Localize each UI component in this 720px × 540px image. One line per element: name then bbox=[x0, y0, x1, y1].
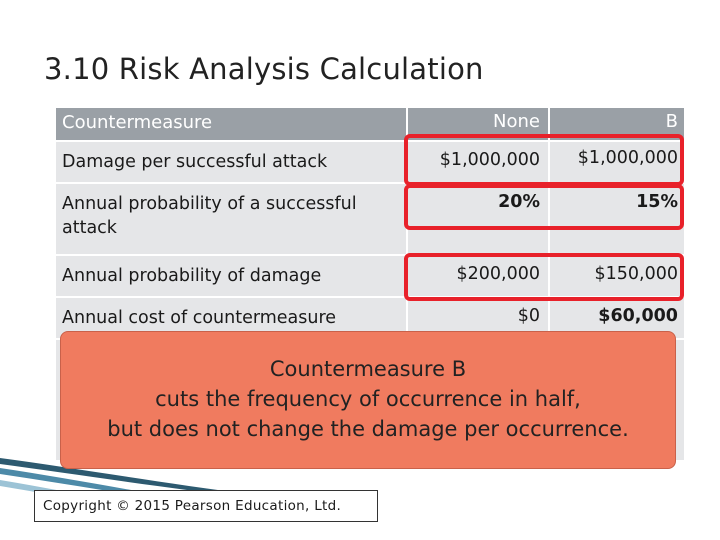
row-none-value: $1,000,000 bbox=[408, 142, 548, 182]
callout-line: cuts the frequency of occurrence in half, bbox=[155, 387, 581, 411]
row-label: Annual cost of countermeasure bbox=[56, 298, 406, 338]
row-none-value: 20% bbox=[408, 184, 548, 254]
row-label: Damage per successful attack bbox=[56, 142, 406, 182]
callout-line: but does not change the damage per occurrence. bbox=[107, 417, 629, 441]
callout-line: Countermeasure B bbox=[269, 357, 467, 381]
row-none-value: $200,000 bbox=[408, 256, 548, 296]
slide-title: 3.10 Risk Analysis Calculation bbox=[44, 52, 484, 86]
callout-box bbox=[60, 331, 676, 469]
row-label: Annual probability of a successful attack bbox=[56, 184, 406, 254]
row-b-value: $1,000,000 bbox=[550, 142, 684, 182]
row-b-value: $60,000 bbox=[550, 298, 684, 338]
highlight-damage-row bbox=[404, 134, 684, 186]
row-none-value: $0 bbox=[408, 298, 548, 338]
row-b-value: 15% bbox=[550, 184, 684, 254]
row-b-value: $150,000 bbox=[550, 256, 684, 296]
header-none: None bbox=[408, 108, 548, 140]
highlight-damage-prob-row bbox=[404, 253, 684, 301]
copyright-notice: Copyright © 2015 Pearson Education, Ltd. bbox=[34, 490, 378, 522]
header-b: B bbox=[550, 108, 684, 140]
header-countermeasure: Countermeasure bbox=[56, 108, 406, 140]
row-label: Annual probability of damage bbox=[56, 256, 406, 296]
highlight-probability-row bbox=[404, 184, 684, 230]
